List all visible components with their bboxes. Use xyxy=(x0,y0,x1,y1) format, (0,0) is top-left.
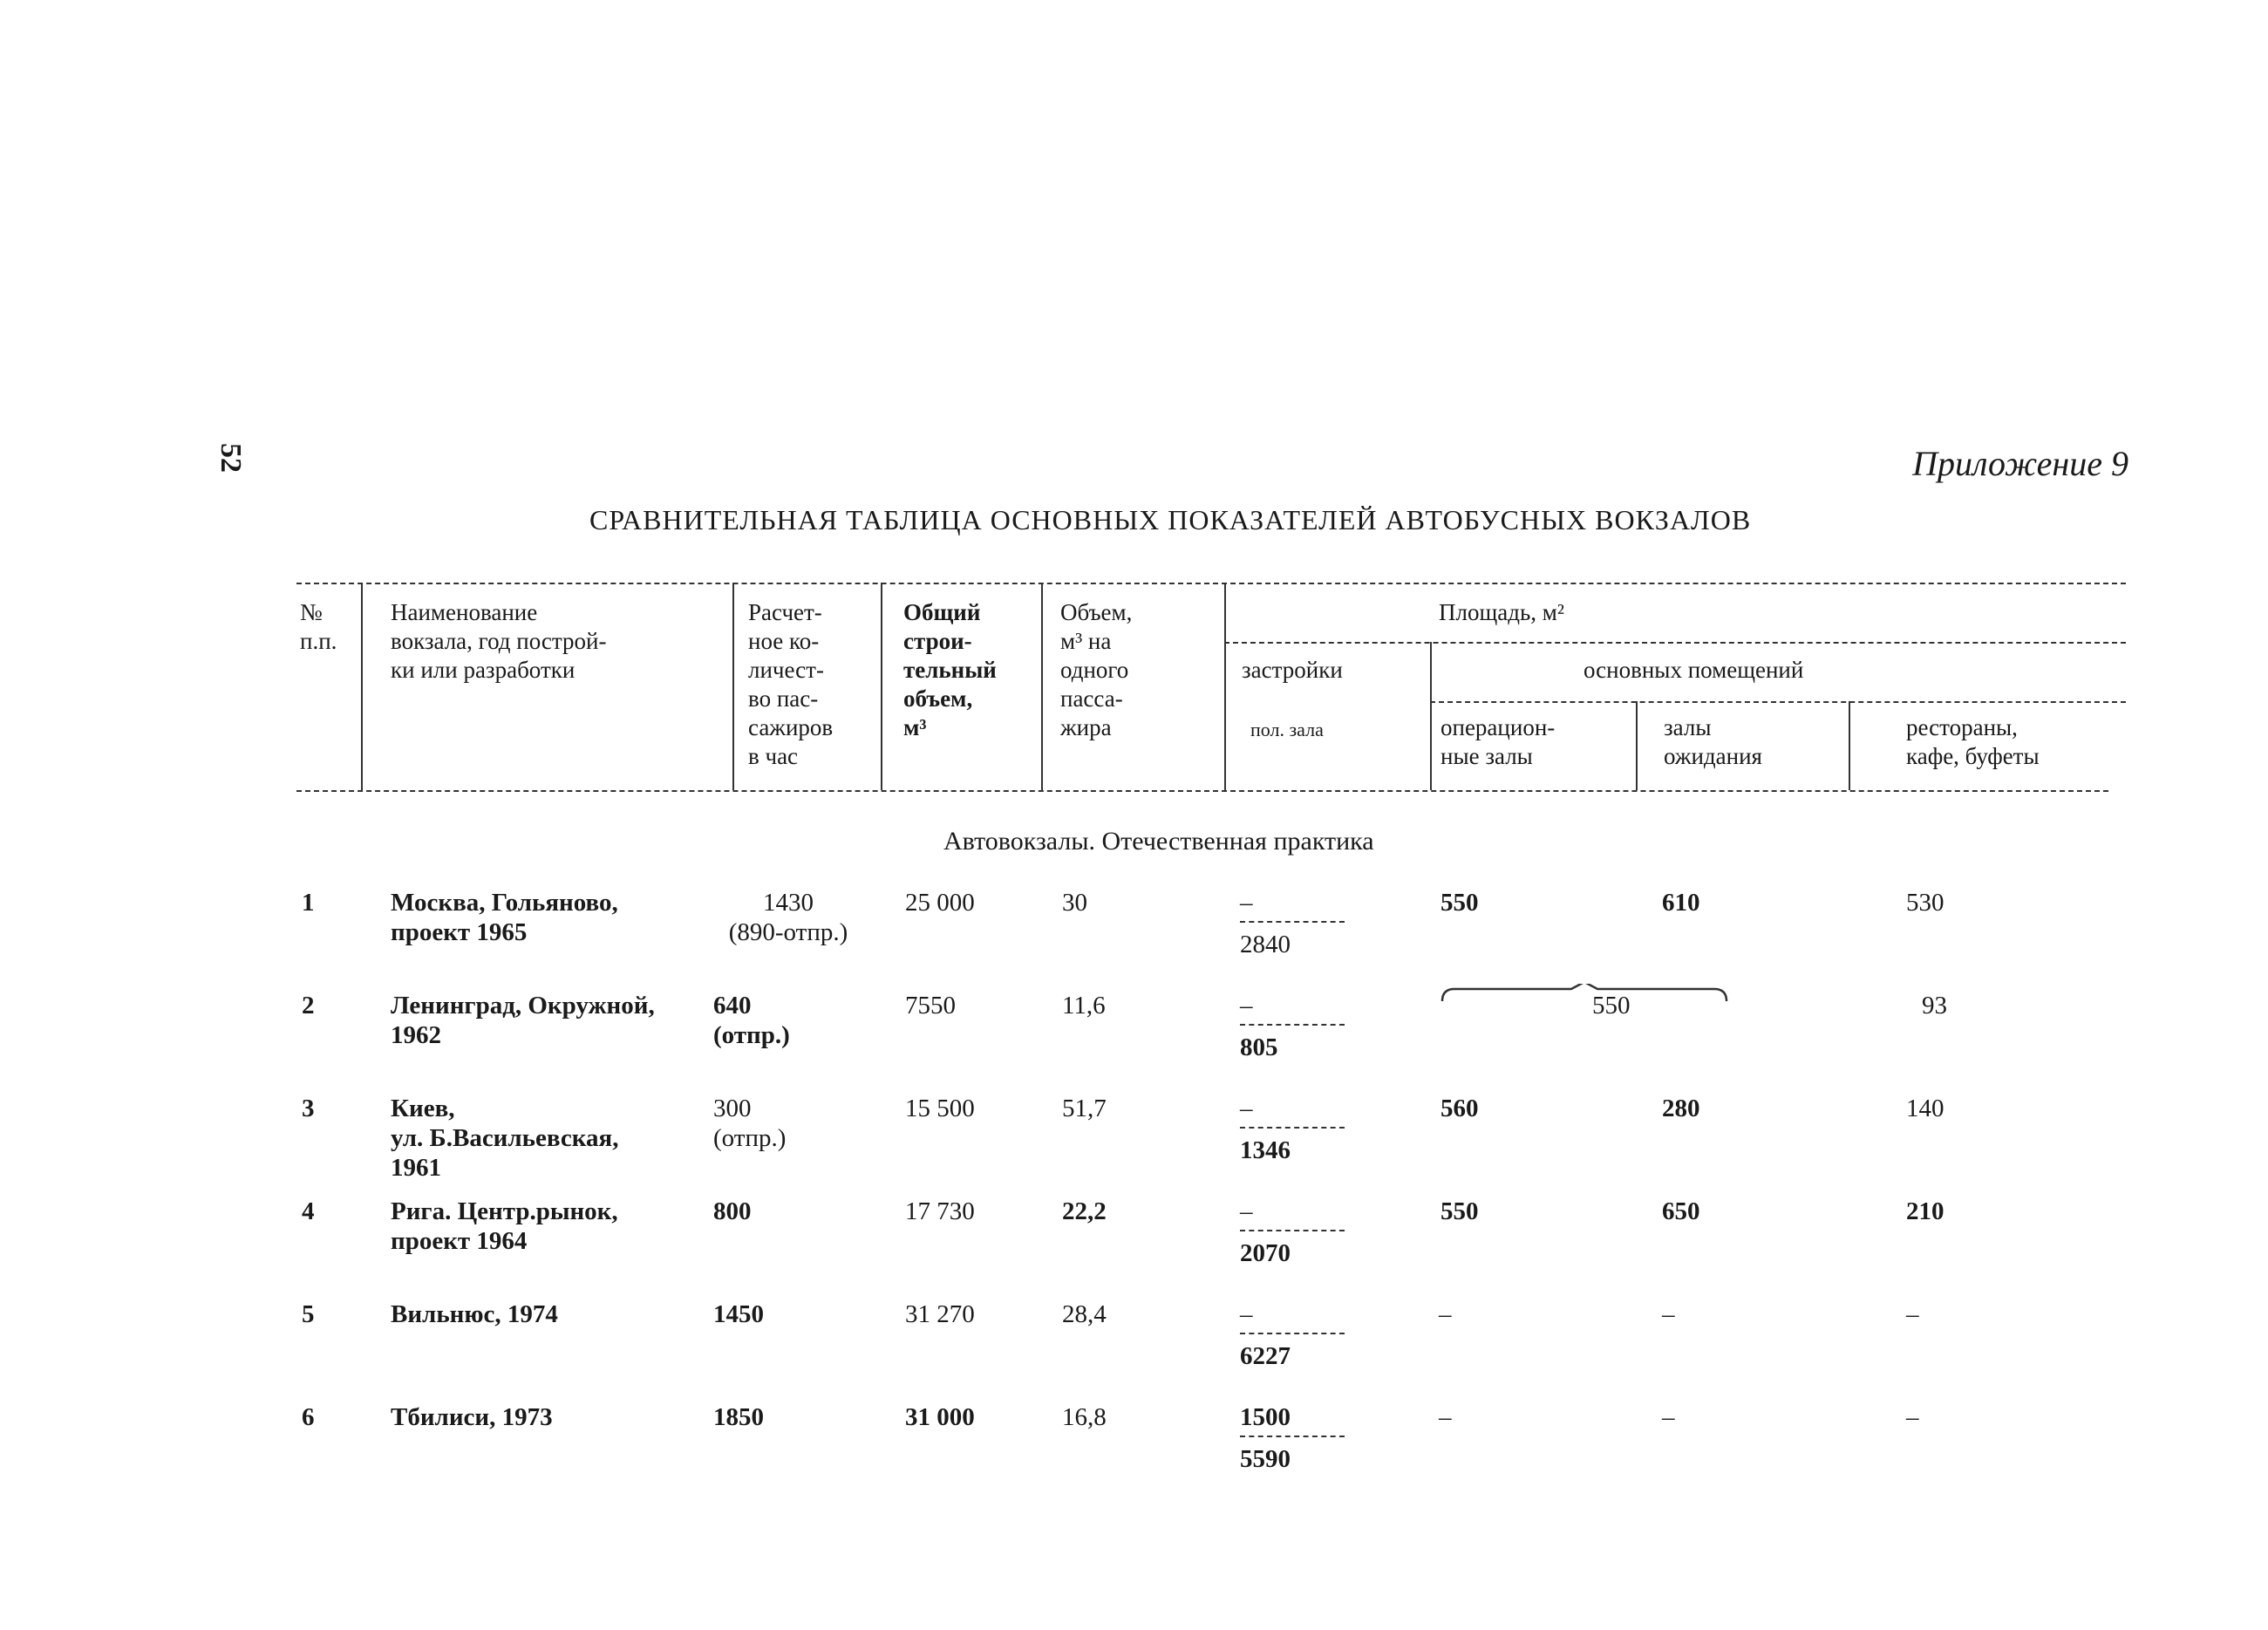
vrule-5 xyxy=(1224,583,1226,790)
row-volume: 15 500 xyxy=(905,1095,975,1122)
build-bottom: 2840 xyxy=(1240,931,1291,958)
row-wait: – xyxy=(1662,1300,1675,1328)
row-merged-oper-wait: 550 xyxy=(1592,992,1631,1020)
fraction-rule xyxy=(1240,1436,1345,1437)
page-number: 52 xyxy=(215,443,247,473)
vrule-8 xyxy=(1849,701,1850,790)
row-name: Москва, Гольяново, проект 1965 xyxy=(391,889,618,946)
row-rest: – xyxy=(1906,1300,1919,1328)
section-title: Автовокзалы. Отечественная практика xyxy=(943,827,1374,856)
row-num: 4 xyxy=(302,1197,315,1225)
row-passengers: 640 (отпр.) xyxy=(713,992,790,1049)
header-num: № п.п. xyxy=(300,599,337,654)
fraction-rule xyxy=(1240,1333,1345,1334)
build-top: – xyxy=(1240,889,1253,917)
row-volume: 17 730 xyxy=(905,1197,975,1225)
row-name: Киев, ул. Б.Васильевская, 1961 xyxy=(391,1095,619,1182)
build-top: 1500 xyxy=(1240,1403,1291,1431)
header-build: застройки xyxy=(1242,657,1343,683)
area-rule xyxy=(1224,642,2126,644)
header-name: Наименование вокзала, год построй- ки или разработки xyxy=(391,599,607,683)
header-oper: операцион- ные залы xyxy=(1440,714,1556,769)
vrule-1 xyxy=(361,583,363,790)
vrule-3 xyxy=(881,583,882,790)
row-build-area xyxy=(1240,1094,1345,1165)
row-rest: – xyxy=(1906,1403,1919,1431)
header-main-rooms: основных помещений xyxy=(1584,657,1804,683)
vrule-4 xyxy=(1041,583,1043,790)
main-rooms-rule xyxy=(1430,701,2126,703)
row-volume: 7550 xyxy=(905,992,956,1020)
row-rest: 210 xyxy=(1906,1197,1944,1225)
row-volume: 31 270 xyxy=(905,1300,975,1328)
build-bottom: 2070 xyxy=(1240,1239,1291,1267)
row-wait: 280 xyxy=(1662,1095,1700,1122)
row-wait: 650 xyxy=(1662,1197,1700,1225)
row-oper: – xyxy=(1439,1403,1452,1431)
header-per-passenger: Объем, м³ на одного пасса- жира xyxy=(1060,599,1133,740)
row-build-area xyxy=(1240,888,1345,959)
build-bottom: 6227 xyxy=(1240,1342,1291,1370)
table-header xyxy=(296,583,2126,792)
row-rest: 93 xyxy=(1922,992,1947,1020)
row-build-area xyxy=(1240,1197,1345,1268)
row-name: Тбилиси, 1973 xyxy=(391,1403,553,1431)
row-volume: 31 000 xyxy=(905,1403,975,1431)
row-wait: – xyxy=(1662,1403,1675,1431)
row-build-area xyxy=(1240,991,1345,1062)
fraction-rule xyxy=(1240,921,1345,923)
build-bottom: 1346 xyxy=(1240,1136,1291,1164)
row-oper: 550 xyxy=(1440,1197,1479,1225)
row-num: 2 xyxy=(302,992,315,1020)
row-oper: – xyxy=(1439,1300,1452,1328)
appendix-label: Приложение 9 xyxy=(1912,444,2128,483)
fraction-rule xyxy=(1240,1024,1345,1026)
row-passengers: 800 xyxy=(713,1197,752,1225)
row-num: 1 xyxy=(302,889,315,917)
header-wait: залы ожидания xyxy=(1664,714,1762,769)
row-per-passenger: 16,8 xyxy=(1062,1403,1107,1431)
header-volume: Общий строи- тельный объем, м³ xyxy=(903,599,997,740)
row-per-passenger: 28,4 xyxy=(1062,1300,1107,1328)
row-build-area xyxy=(1240,1402,1345,1474)
build-top: – xyxy=(1240,1095,1253,1122)
row-passengers: 1430 (890-отпр.) xyxy=(728,889,848,946)
row-num: 5 xyxy=(302,1300,315,1328)
row-num: 6 xyxy=(302,1403,315,1431)
build-top: – xyxy=(1240,1300,1253,1328)
vrule-6 xyxy=(1430,642,1432,790)
header-bottom-rule xyxy=(296,790,2108,792)
row-per-passenger: 11,6 xyxy=(1062,992,1106,1020)
fraction-rule xyxy=(1240,1127,1345,1129)
vrule-2 xyxy=(732,583,734,790)
row-passengers: 300 (отпр.) xyxy=(713,1095,787,1152)
row-build-area xyxy=(1240,1299,1345,1371)
row-passengers: 1850 xyxy=(713,1403,764,1431)
row-oper: 550 xyxy=(1440,889,1479,917)
row-oper: 560 xyxy=(1440,1095,1479,1122)
row-passengers: 1450 xyxy=(713,1300,764,1328)
vrule-7 xyxy=(1636,701,1638,790)
build-bottom: 805 xyxy=(1240,1033,1278,1061)
fraction-rule xyxy=(1240,1230,1345,1231)
build-top: – xyxy=(1240,992,1253,1020)
row-per-passenger: 51,7 xyxy=(1062,1095,1107,1122)
header-top-rule xyxy=(296,583,2126,584)
row-per-passenger: 30 xyxy=(1062,889,1087,917)
row-name: Рига. Центр.рынок, проект 1964 xyxy=(391,1197,618,1255)
header-area: Площадь, м² xyxy=(1439,599,1564,625)
row-wait: 610 xyxy=(1662,889,1700,917)
row-name: Вильнюс, 1974 xyxy=(391,1300,558,1328)
header-build-sub: пол. зала xyxy=(1250,719,1324,740)
row-volume: 25 000 xyxy=(905,889,975,917)
build-bottom: 5590 xyxy=(1240,1445,1291,1473)
row-rest: 530 xyxy=(1906,889,1944,917)
header-rest: рестораны, кафе, буфеты xyxy=(1906,714,2040,769)
build-top: – xyxy=(1240,1197,1253,1225)
row-rest: 140 xyxy=(1906,1095,1944,1122)
merged-cells-brace xyxy=(1440,984,1728,1003)
header-passengers: Расчет- ное ко- личест- во пас- сажиров в час xyxy=(748,599,834,769)
document-title: СРАВНИТЕЛЬНАЯ ТАБЛИЦА ОСНОВНЫХ ПОКАЗАТЕЛЕЙ АВТОБУСНЫХ ВОКЗАЛОВ xyxy=(589,504,1752,535)
row-per-passenger: 22,2 xyxy=(1062,1197,1107,1225)
row-name: Ленинград, Окружной, 1962 xyxy=(391,992,655,1049)
row-num: 3 xyxy=(302,1095,315,1122)
